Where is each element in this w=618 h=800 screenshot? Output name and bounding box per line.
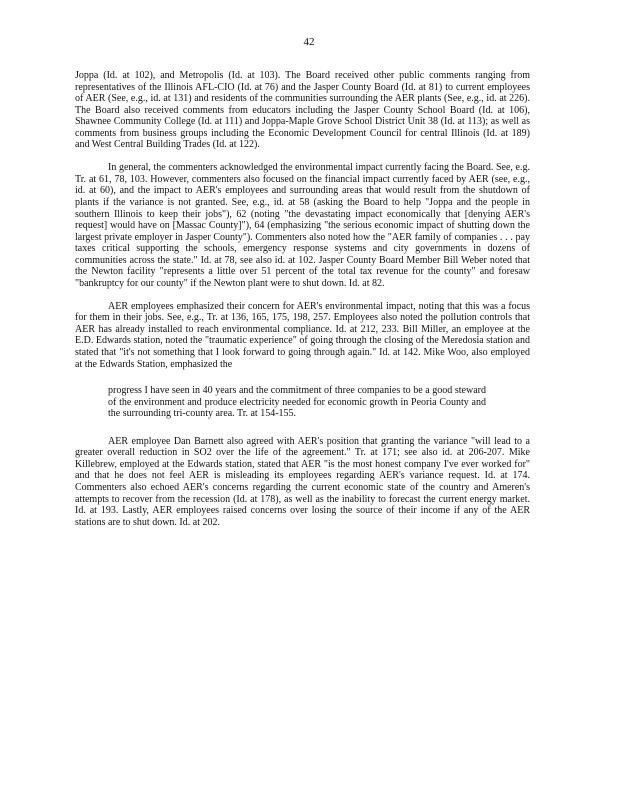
- paragraph-dan-barnett: AER employee Dan Barnett also agreed with AER's position that granting the variance "will lead to a greater overall reduction in SO2 over the life of the agreement." Tr. at 171; see also id. at 206-207. Mike Killebrew, employed at the Edwards station, stated that AER "is the most honest company I've ever worked for" and that he does not feel AER is misleading its employees regarding AER's variance request. Id. at 174. Commenters also echoed AER's concerns regarding the current economic state of the country and Ameren's attempts to recover from the recession (Id. at 178), as well as the inability to forecast the current energy market. Id. at 193. Lastly, AER employees raised concerns over losing the source of their income if any of the AER stations are to shut down. Id. at 202.: [75, 435, 530, 528]
- paragraph-public-comments: Joppa (Id. at 102), and Metropolis (Id. at 103). The Board received other public comments ranging from representatives of the Illinois AFL-CIO (Id. at 76) and the Jasper County Board (Id. at 81) to current employees of AER (See, e.g., id. at 131) and residents of the communities surrounding the AER plants (See, e.g., id. at 226). The Board also received comments from educators including the Jasper County School Board (Id. at 106), Shawnee Community College (Id. at 111) and Joppa-Maple Grove School District Unit 38 (Id. at 113); as well as comments from business groups including the Economic Development Council for central Illinois (Id. at 189) and West Central Building Trades (Id. at 122).: [75, 70, 530, 151]
- document-body: [75, 70, 530, 528]
- page-number: 42: [303, 36, 315, 48]
- paragraph-commenters-acknowledged: In general, the commenters acknowledged the environmental impact currently facing the Board. See, e.g. Tr. at 61, 78, 103. However, commenters also focused on the financial impact currently faced by AER (see, e.g., id. at 60), and the impact to AER's employees and surrounding areas that would result from the shutdown of plants if the variance is not granted. See, e.g., id. at 58 (asking the Board to help "Joppa and the people in southern Illinois to keep their jobs"), 62 (noting "the devastating impact economically that [denying AER's request] would have on [Massac County]"), 64 (emphasizing "the serious economic impact of shutting down the largest private employer in Jasper County"). Commenters also noted how the "AER family of companies . . . pay taxes critical supporting the schools, emergency response systems and city governments in dozens of communities across the state." Id. at 78, see also id. at 102. Jasper County Board Member Bill Weber noted that the Newton facility "represents a little over 51 percent of the total tax revenue for the county" and foresaw "bankruptcy for our county" if the Newton plant were to shut down. Id. at 82.: [75, 162, 530, 289]
- paragraph-aer-employees: AER employees emphasized their concern for AER's environmental impact, noting that this was a focus for them in their jobs. See, e.g., Tr. at 136, 165, 175, 198, 257. Employees also noted the pollution controls that AER has already installed to reach environmental compliance. Id. at 212, 233. Bill Miller, an employee at the E.D. Edwards station, noted the "traumatic experience" of going through the closing of the Meredosia station and stated that "it's not something that I look forward to going through again." Id. at 142. Mike Woo, also employed at the Edwards Station, emphasized the: [75, 300, 530, 370]
- block-quote-mike-woo: progress I have seen in 40 years and the commitment of three companies to be a good steward of the environment and produce electricity needed for economic growth in Peoria County and the surrounding tri-county area. Tr. at 154-155.: [108, 385, 486, 420]
